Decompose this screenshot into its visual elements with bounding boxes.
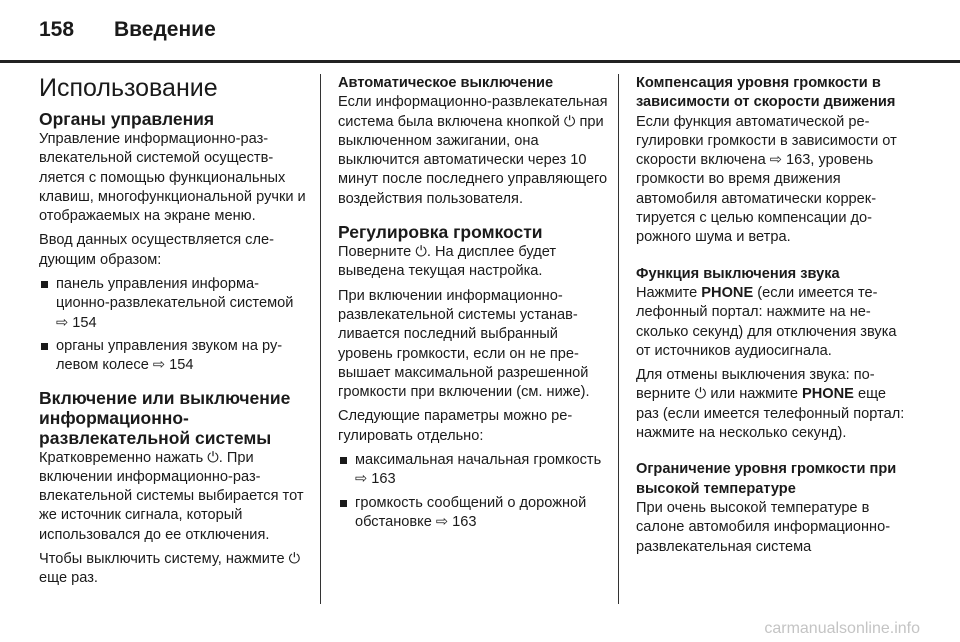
- auto-off-text: Если информационно-развлекательная система была включена кнопкой ⏻ при выключенном зажигании, она выключится автоматически через 10 минут после последнего управляющего воздействия пользователя.: [338, 94, 608, 207]
- page-number: 158: [39, 18, 75, 41]
- input-list: [39, 275, 307, 375]
- auto-off-heading: Автоматическое выключение: [338, 75, 554, 91]
- column-2: [338, 74, 608, 536]
- controls-heading: Органы управления: [39, 109, 215, 129]
- mute-text: Нажмите PHONE (если имеется телефонный портал: нажмите на несколько секунд) для отключения звука от источников аудиосигнала.: [636, 284, 897, 359]
- volume-start-text: При включении информационно-развлекательной системы устанавливается последний выбранный уровень громкости, если он не превышает максимальной разрешенной громкости при включении (см. ниже).: [338, 287, 590, 401]
- volume-text: Поверните ⏻. На дисплее будет выведена текущая настройка.: [338, 244, 557, 280]
- volume-heading: Регулировка громкости: [338, 222, 543, 243]
- section-title: Использование: [39, 74, 218, 102]
- column-1: [39, 74, 307, 594]
- phone-key-label: PHONE: [701, 284, 754, 301]
- list-item: максимальная начальная громкость ⇨ 163: [338, 451, 608, 490]
- unmute-text: Для отмены выключения звука: поверните ⏻ или нажмите PHONE еще раз (если имеется телефонный портал: нажмите на несколько секунд).: [636, 367, 905, 442]
- controls-text: Управление информационно-развлекательной системой осуществляется с помощью функциональных клавиш, многофункциональной ручки и отображаемых на экране меню.: [39, 131, 306, 225]
- phone-key-label: PHONE: [802, 386, 854, 403]
- watermark: carmanualsonline.info: [764, 620, 920, 637]
- input-text: Ввод данных осуществляется следующим образом:: [39, 232, 274, 268]
- list-item: органы управления звуком на рулевом колесе ⇨ 154: [39, 337, 307, 376]
- column-divider-1: [320, 74, 321, 604]
- page-header: [0, 0, 960, 70]
- chapter-title: Введение: [114, 18, 216, 41]
- power-heading: Включение или выключение информационно-развлекательной системы: [39, 387, 291, 448]
- speed-comp-text: Если функция автоматической регулировки громкости в зависимости от скорости включена ⇨ 163, уровень громкости во время движения автомобиля автоматически корректируется с целью компенсации дорожного шума и ветра.: [636, 113, 897, 246]
- header-rule: [0, 60, 960, 63]
- temp-limit-text: При очень высокой температуре в салоне автомобиля информационно-развлекательная система: [636, 499, 891, 555]
- list-item: панель управления информационно-развлекательной системой ⇨ 154: [39, 275, 307, 333]
- list-item: громкость сообщений о дорожной обстановке ⇨ 163: [338, 494, 608, 533]
- power-off-text: Чтобы выключить систему, нажмите ⏻ еще раз.: [39, 551, 301, 587]
- mute-heading: Функция выключения звука: [636, 265, 840, 282]
- column-divider-2: [618, 74, 619, 604]
- speed-comp-heading: Компенсация уровня громкости в зависимости от скорости движения: [636, 75, 896, 111]
- column-3: [636, 74, 906, 562]
- volume-params-text: Следующие параметры можно регулировать отдельно:: [338, 408, 573, 444]
- power-text: Кратковременно нажать ⏻. При включении информационно-развлекательной системы выбирается тот же источник сигнала, который использовался до ее отключения.: [39, 449, 304, 543]
- volume-list: [338, 451, 608, 532]
- temp-limit-heading: Ограничение уровня громкости при высокой температуре: [636, 461, 897, 497]
